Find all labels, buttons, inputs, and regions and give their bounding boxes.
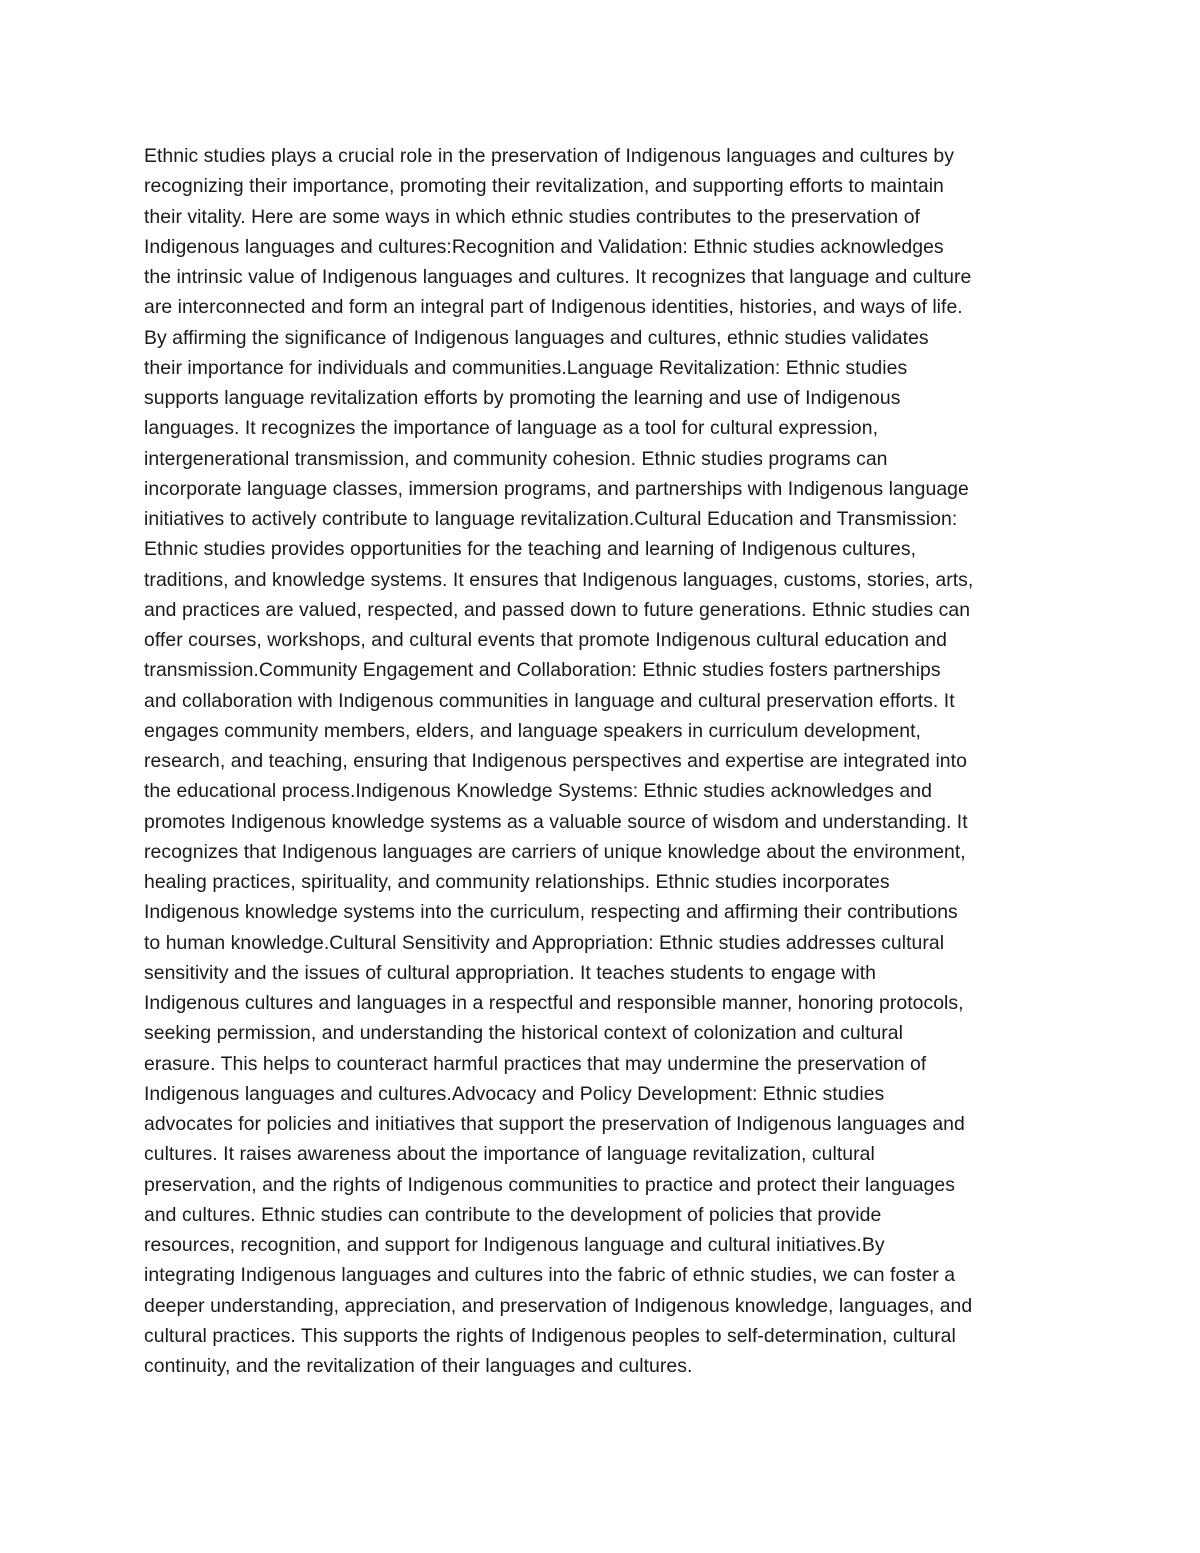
text-line: research, and teaching, ensuring that Indigenous perspectives and expertise are integrated into — [144, 750, 967, 772]
text-line: recognizes that Indigenous languages are carriers of unique knowledge about the environment, — [144, 840, 966, 863]
text-line: sensitivity and the issues of cultural appropriation. It teaches students to engage with — [144, 961, 876, 984]
text-line: engages community members, elders, and language speakers in curriculum development, — [144, 719, 921, 742]
text-line: incorporate language classes, immersion programs, and partnerships with Indigenous language — [144, 477, 969, 500]
text-line: the intrinsic value of Indigenous languages and cultures. It recognizes that language and culture — [144, 266, 972, 288]
text-line: advocates for policies and initiatives that support the preservation of Indigenous languages and — [144, 1113, 965, 1135]
text-line: integrating Indigenous languages and cultures into the fabric of ethnic studies, we can foster a — [144, 1264, 956, 1287]
text-line: and practices are valued, respected, and passed down to future generations. Ethnic studies can — [144, 598, 971, 621]
text-line: cultures. It raises awareness about the importance of language revitalization, cultural — [144, 1143, 875, 1166]
text-line: Ethnic studies provides opportunities for the teaching and learning of Indigenous cultures, — [144, 538, 917, 561]
text-line: preservation, and the rights of Indigenous communities to practice and protect their languages — [144, 1173, 955, 1196]
text-line: Ethnic studies plays a crucial role in the preservation of Indigenous languages and cultures by — [144, 145, 954, 167]
text-line: are interconnected and form an integral part of Indigenous identities, histories, and ways of life. — [144, 296, 963, 319]
text-line: resources, recognition, and support for Indigenous language and cultural initiatives.By — [144, 1234, 885, 1256]
text-line: continuity, and the revitalization of their languages and cultures. — [144, 1355, 693, 1377]
text-line: the educational process.Indigenous Knowledge Systems: Ethnic studies acknowledges and — [144, 780, 932, 803]
text-line: languages. It recognizes the importance of language as a tool for cultural expression, — [144, 417, 879, 440]
text-line: Indigenous cultures and languages in a respectful and responsible manner, honoring protocols, — [144, 992, 964, 1014]
text-line: By affirming the significance of Indigenous languages and cultures, ethnic studies validates — [144, 326, 929, 349]
text-line: their importance for individuals and communities.Language Revitalization: Ethnic studies — [144, 356, 908, 379]
text-line: intergenerational transmission, and community cohesion. Ethnic studies programs can — [144, 447, 888, 470]
text-line: seeking permission, and understanding the historical context of colonization and cultural — [144, 1022, 903, 1045]
text-line: recognizing their importance, promoting their revitalization, and supporting efforts to maintain — [144, 175, 944, 198]
text-line: deeper understanding, appreciation, and preservation of Indigenous knowledge, languages, and — [144, 1294, 973, 1317]
body-paragraph — [144, 141, 1084, 1381]
text-line: initiatives to actively contribute to language revitalization.Cultural Education and Transmission: — [144, 508, 958, 530]
text-line: Indigenous knowledge systems into the curriculum, respecting and affirming their contributions — [144, 901, 958, 924]
text-line: supports language revitalization efforts by promoting the learning and use of Indigenous — [144, 387, 901, 409]
text-line: offer courses, workshops, and cultural events that promote Indigenous cultural education and — [144, 629, 947, 651]
text-line: promotes Indigenous knowledge systems as a valuable source of wisdom and understanding. It — [144, 810, 968, 833]
text-line: Indigenous languages and cultures:Recognition and Validation: Ethnic studies acknowledges — [144, 235, 944, 258]
text-line: transmission.Community Engagement and Collaboration: Ethnic studies fosters partnerships — [144, 659, 941, 682]
text-line: and cultures. Ethnic studies can contribute to the development of policies that provide — [144, 1203, 882, 1226]
text-line: to human knowledge.Cultural Sensitivity and Appropriation: Ethnic studies addresses cultural — [144, 931, 945, 954]
text-line: and collaboration with Indigenous communities in language and cultural preservation efforts. It — [144, 689, 955, 712]
text-line: their vitality. Here are some ways in which ethnic studies contributes to the preservation of — [144, 205, 920, 228]
text-line: erasure. This helps to counteract harmful practices that may undermine the preservation of — [144, 1052, 927, 1075]
text-line: Indigenous languages and cultures.Advocacy and Policy Development: Ethnic studies — [144, 1082, 885, 1105]
text-line: traditions, and knowledge systems. It ensures that Indigenous languages, customs, stories, arts, — [144, 568, 974, 591]
text-line: cultural practices. This supports the rights of Indigenous peoples to self-determination, cultural — [144, 1324, 956, 1347]
text-line: healing practices, spirituality, and community relationships. Ethnic studies incorporates — [144, 871, 890, 893]
